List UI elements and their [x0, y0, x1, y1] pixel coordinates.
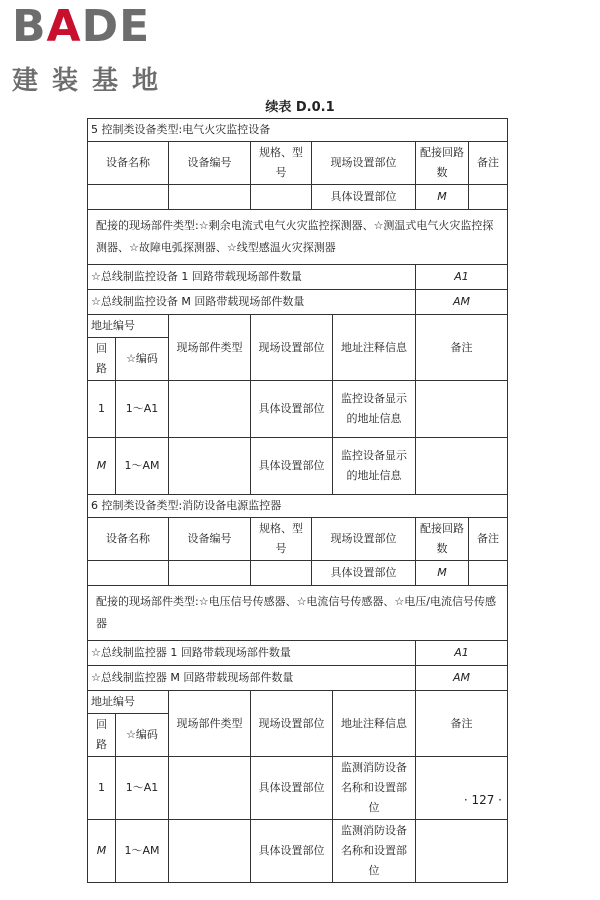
sec6-h-name: 设备名称 [88, 518, 169, 561]
sec6-parts: 配接的现场部件类型:☆电压信号传感器、☆电流信号传感器、☆电压/电流信号传感器 [88, 586, 508, 641]
sec5-h-name: 设备名称 [88, 142, 169, 185]
table-row: M 1～AM 具体设置部位 监测消防设备名称和设置部位 [88, 820, 508, 883]
sec6-h-spec: 规格、型号 [251, 518, 312, 561]
sec6-countM-value: AM [416, 666, 508, 691]
sec5-count1-label: ☆总线制监控设备 1 回路带载现场部件数量 [88, 265, 416, 290]
equipment-table [87, 118, 508, 883]
sec5-loc-value: 具体设置部位 [312, 185, 416, 210]
sec6-h-loc: 现场设置部位 [312, 518, 416, 561]
sec5-h-loop: 配接回路数 [416, 142, 469, 185]
sec5-type: 5 控制类设备类型:电气火灾监控设备 [88, 119, 508, 142]
sec6-addr-info: 地址注释信息 [333, 691, 416, 757]
table-caption: 续表 D.0.1 [265, 100, 335, 115]
sec5-loop-value: M [416, 185, 469, 210]
sec5-addr-info: 地址注释信息 [333, 315, 416, 381]
sec5-addr-note: 备注 [416, 315, 508, 381]
sec6-cell-name [88, 561, 169, 586]
sec6-loop-value: M [416, 561, 469, 586]
sec5-cell-name [88, 185, 169, 210]
sec5-addr-title: 地址编号 [88, 315, 169, 338]
sec5-h-spec: 规格、型号 [251, 142, 312, 185]
sec5-cell-note [469, 185, 508, 210]
sec5-countM-value: AM [416, 290, 508, 315]
sec6-cell-note [469, 561, 508, 586]
sec6-addr-loop: 回路 [88, 714, 116, 757]
sec6-addr-type: 现场部件类型 [169, 691, 251, 757]
sec5-addr-loc: 现场设置部位 [251, 315, 333, 381]
sec6-addr-title: 地址编号 [88, 691, 169, 714]
sec6-h-note: 备注 [469, 518, 508, 561]
sec5-addr-type: 现场部件类型 [169, 315, 251, 381]
sec6-loc-value: 具体设置部位 [312, 561, 416, 586]
sec6-h-code: 设备编号 [169, 518, 251, 561]
sec6-h-loop: 配接回路数 [416, 518, 469, 561]
table-row: 1 1～A1 具体设置部位 监控设备显示的地址信息 [88, 381, 508, 438]
sec6-cell-spec [251, 561, 312, 586]
sec6-cell-code [169, 561, 251, 586]
sec5-addr-code: ☆编码 [116, 338, 169, 381]
logo-wordmark: BADE [12, 1, 151, 52]
sec5-parts: 配接的现场部件类型:☆剩余电流式电气火灾监控探测器、☆测温式电气火灾监控探测器、☆故障电弧探测器、☆线型感温火灾探测器 [88, 210, 508, 265]
sec5-addr-loop: 回路 [88, 338, 116, 381]
sec5-h-code: 设备编号 [169, 142, 251, 185]
sec5-cell-code [169, 185, 251, 210]
table-row: M 1～AM 具体设置部位 监控设备显示的地址信息 [88, 438, 508, 495]
sec6-type: 6 控制类设备类型:消防设备电源监控器 [88, 495, 508, 518]
sec6-addr-loc: 现场设置部位 [251, 691, 333, 757]
logo-subtitle: 建装基地 [12, 66, 173, 96]
sec6-addr-code: ☆编码 [116, 714, 169, 757]
sec5-count1-value: A1 [416, 265, 508, 290]
bade-logo [12, 1, 173, 97]
sec6-count1-value: A1 [416, 641, 508, 666]
sec5-h-note: 备注 [469, 142, 508, 185]
sec6-addr-note: 备注 [416, 691, 508, 757]
table-row: 1 1～A1 具体设置部位 监测消防设备名称和设置部位 [88, 757, 508, 820]
sec5-countM-label: ☆总线制监控设备 M 回路带载现场部件数量 [88, 290, 416, 315]
page-number: · 127 · [463, 793, 502, 807]
sec5-h-loc: 现场设置部位 [312, 142, 416, 185]
sec6-countM-label: ☆总线制监控器 M 回路带载现场部件数量 [88, 666, 416, 691]
sec6-count1-label: ☆总线制监控器 1 回路带载现场部件数量 [88, 641, 416, 666]
sec5-cell-spec [251, 185, 312, 210]
